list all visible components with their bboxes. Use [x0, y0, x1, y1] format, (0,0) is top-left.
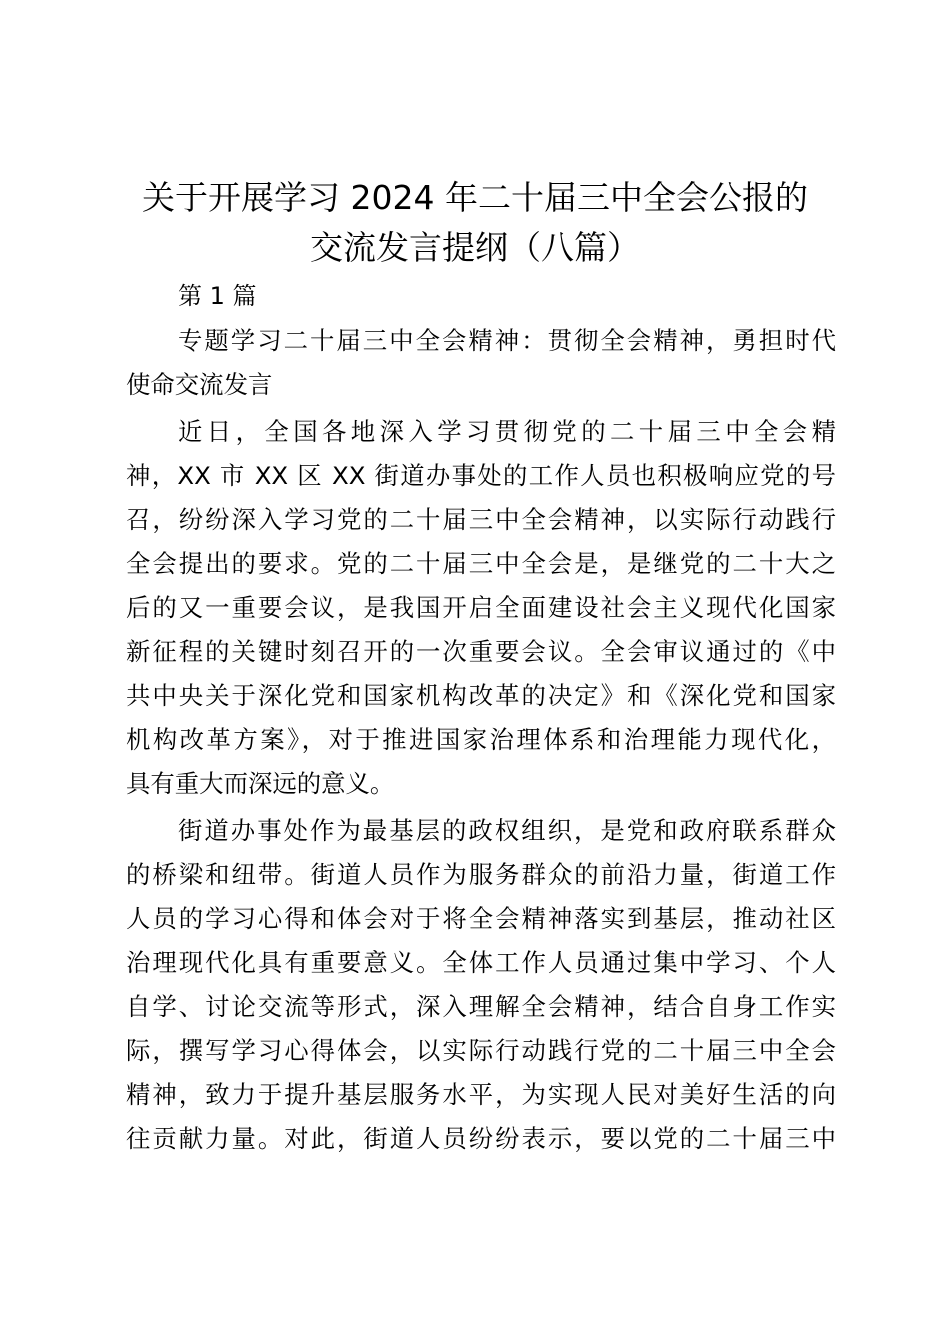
paragraph-2-line: 精神，致力于提升基层服务水平，为实现人民对美好生活的向	[126, 1080, 836, 1109]
paragraph-1-line: 召，纷纷深入学习党的二十届三中全会精神，以实际行动践行	[126, 505, 836, 534]
subtitle-line: 专题学习二十届三中全会精神：贯彻全会精神，勇担时代	[178, 326, 836, 355]
paragraph-2-line: 治理现代化具有重要意义。全体工作人员通过集中学习、个人	[126, 948, 836, 977]
paragraph-1-line: 新征程的关键时刻召开的一次重要会议。全会审议通过的《中	[126, 637, 836, 666]
subtitle-line: 使命交流发言	[126, 370, 273, 399]
paragraph-2-line: 的桥梁和纽带。街道人员作为服务群众的前沿力量，街道工作	[126, 860, 836, 889]
paragraph-1-line: 具有重大而深远的意义。	[126, 769, 395, 798]
paragraph-1-line: 全会提出的要求。党的二十届三中全会是，是继党的二十大之	[126, 549, 836, 578]
paragraph-1-line: 共中央关于深化党和国家机构改革的决定》和《深化党和国家	[126, 681, 836, 710]
paragraph-1-line: 机构改革方案》，对于推进国家治理体系和治理能力现代化，	[126, 725, 836, 754]
paragraph-1-line: 后的又一重要会议，是我国开启全面建设社会主义现代化国家	[126, 593, 836, 622]
paragraph-1-line: 近日，全国各地深入学习贯彻党的二十届三中全会精	[178, 417, 836, 446]
paragraph-2-line: 自学、讨论交流等形式，深入理解全会精神，结合自身工作实	[126, 992, 836, 1021]
section-label: 第 1 篇	[178, 282, 257, 310]
paragraph-2-line: 街道办事处作为最基层的政权组织，是党和政府联系群众	[178, 816, 836, 845]
document-title-line-1: 关于开展学习 2024 年二十届三中全会公报的	[142, 178, 808, 217]
paragraph-1-line: 神，XX 市 XX 区 XX 街道办事处的工作人员也积极响应党的号	[126, 461, 836, 490]
paragraph-2-line: 人员的学习心得和体会对于将全会精神落实到基层，推动社区	[126, 904, 836, 933]
paragraph-2-line: 往贡献力量。对此，街道人员纷纷表示，要以党的二十届三中	[126, 1124, 836, 1153]
paragraph-2-line: 际，撰写学习心得体会，以实际行动践行党的二十届三中全会	[126, 1036, 836, 1065]
document-title-line-2: 交流发言提纲（八篇）	[310, 228, 640, 267]
